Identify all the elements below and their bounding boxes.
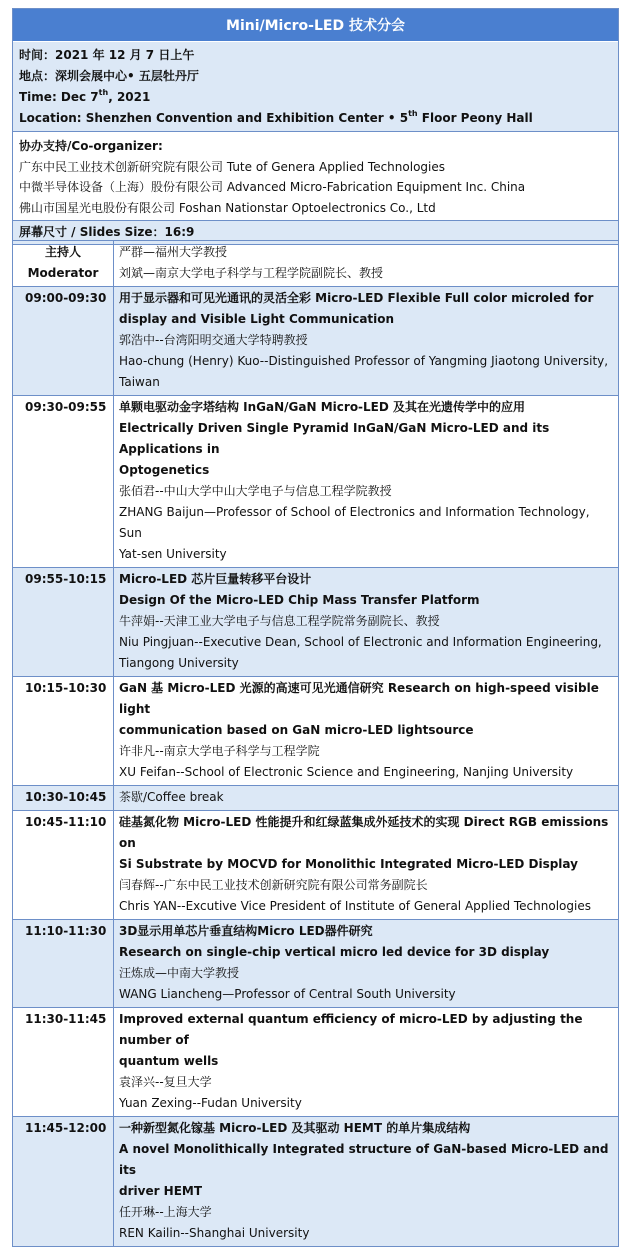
co-organizer-item: 广东中民工业技术创新研究院有限公司 Tute of Genera Applied Technologies [19,159,445,174]
session-row [13,920,619,1008]
session-details [114,396,619,568]
talk-title-line: Research on single-chip vertical micro led device for 3D display [119,945,550,959]
talk-title-line: Electrically Driven Single Pyramid InGaN/GaN Micro-LED and its Applications in [119,421,550,456]
talk-title-line: Improved external quantum efficiency of micro-LED by adjusting the number of [119,1012,583,1047]
talk-title-line: communication based on GaN micro-LED lightsource [119,723,474,737]
co-organizer-item: 中微半导体设备（上海）股份有限公司 Advanced Micro-Fabrication Equipment Inc. China [19,180,526,194]
time-cn: 时间：2021 年 12 月 7 日上午 [19,48,195,62]
speaker-line: Yat-sen University [119,547,227,561]
speaker-line: ZHANG Baijun—Professor of School of Electronics and Information Technology, Sun [119,505,590,540]
session-time: 09:00-09:30 [13,287,114,396]
session-row [13,1008,619,1117]
session-details [114,811,619,920]
speaker-line: XU Feifan--School of Electronic Science and Engineering, Nanjing University [119,765,574,779]
session-time: 10:15-10:30 [13,677,114,786]
talk-title-line: display and Visible Light Communication [119,312,395,326]
session-details [114,1008,619,1117]
talk-title-line: 用于显示器和可见光通讯的灵活全彩 Micro-LED Flexible Full color microled for [119,291,594,305]
venue-cn: 地点：深圳会展中心• 五层牡丹厅 [19,69,199,83]
talk-title-line: quantum wells [119,1054,219,1068]
talk-title-line: 一种新型氮化镓基 Micro-LED 及其驱动 HEMT 的单片集成结构 [119,1121,471,1135]
speaker-line: Yuan Zexing--Fudan University [119,1096,302,1110]
session-details [114,287,619,396]
session-details [114,920,619,1008]
talk-title-line: 硅基氮化物 Micro-LED 性能提升和红绿蓝集成外延技术的实现 Direct RGB emissions on [119,815,609,850]
session-time: 11:30-11:45 [13,1008,114,1117]
session-info [13,41,618,131]
talk-title-line: Optogenetics [119,463,210,477]
session-row [13,677,619,786]
session-row [13,396,619,568]
talk-title-line: GaN 基 Micro-LED 光源的高速可见光通信研究 Research on high-speed visible light [119,681,599,716]
session-details [114,1117,619,1247]
speaker-line: 张佰君--中山大学中山大学电子与信息工程学院教授 [119,484,392,498]
talk-title-line: Si Substrate by MOCVD for Monolithic Integrated Micro-LED Display [119,857,578,871]
session-header [12,8,619,245]
session-details [114,568,619,677]
session-title: Mini/Micro-LED 技术分会 [13,9,618,41]
time-en: Time: Dec 7th, 2021 [19,88,151,104]
moderator-row [13,241,619,287]
talk-title-line: driver HEMT [119,1184,203,1198]
speaker-line: Hao-chung (Henry) Kuo--Distinguished Professor of Yangming Jiaotong University, [119,354,609,368]
talk-title-line: 单颗电驱动金字塔结构 InGaN/GaN Micro-LED 及其在光遗传学中的应用 [119,400,526,414]
session-row [13,568,619,677]
co-organizer-item: 佛山市国星光电股份有限公司 Foshan Nationstar Optoelectronics Co., Ltd [19,200,436,215]
session-time: 11:10-11:30 [13,920,114,1008]
session-time: 10:45-11:10 [13,811,114,920]
talk-title-line: Design Of the Micro-LED Chip Mass Transfer Platform [119,593,480,607]
session-time: 10:30-10:45 [13,786,114,811]
break-text: 茶歇/Coffee break [119,790,224,804]
session-time: 09:30-09:55 [13,396,114,568]
speaker-line: 汪炼成—中南大学教授 [119,966,240,980]
speaker-line: 任开琳--上海大学 [119,1205,212,1219]
speaker-line: Chris YAN--Excutive Vice President of Institute of General Applied Technologies [119,899,591,913]
moderator-names [114,241,619,287]
speaker-line: WANG Liancheng—Professor of Central South University [119,987,456,1001]
moderator-name: 刘斌—南京大学电子科学与工程学院副院长、教授 [119,266,384,280]
location-en: Location: Shenzhen Convention and Exhibition Center • 5th Floor Peony Hall [19,109,533,125]
session-row [13,1117,619,1247]
co-organizer-heading: 协办支持/Co-organizer: [19,139,163,153]
speaker-line: 闫春辉--广东中民工业技术创新研究院有限公司常务副院长 [119,878,428,892]
speaker-line: Tiangong University [119,656,239,670]
speaker-line: REN Kailin--Shanghai University [119,1226,310,1240]
session-time: 11:45-12:00 [13,1117,114,1247]
session-row [13,287,619,396]
session-time: 09:55-10:15 [13,568,114,677]
speaker-line: 许非凡--南京大学电子科学与工程学院 [119,744,320,758]
speaker-line: Taiwan [119,375,160,389]
talk-title-line: 3D显示用单芯片垂直结构Micro LED器件研究 [119,924,373,938]
speaker-line: Niu Pingjuan--Executive Dean, School of Electronic and Information Engineering, [119,635,602,649]
speaker-line: 牛萍娟--天津工业大学电子与信息工程学院常务副院长、教授 [119,614,440,628]
session-details [114,786,619,811]
co-organizers [13,131,618,220]
session-row [13,811,619,920]
session-details [114,677,619,786]
moderator-name: 严群—福州大学教授 [119,245,228,259]
speaker-line: 袁泽兴--复旦大学 [119,1075,212,1089]
moderator-label: 主持人 Moderator [13,241,114,287]
talk-title-line: A novel Monolithically Integrated structure of GaN-based Micro-LED and its [119,1142,609,1177]
break-row [13,786,619,811]
slides-size: 屏幕尺寸 / Slides Size：16:9 [13,220,618,244]
speaker-line: 郭浩中--台湾阳明交通大学特聘教授 [119,333,308,347]
talk-title-line: Micro-LED 芯片巨量转移平台设计 [119,572,312,586]
